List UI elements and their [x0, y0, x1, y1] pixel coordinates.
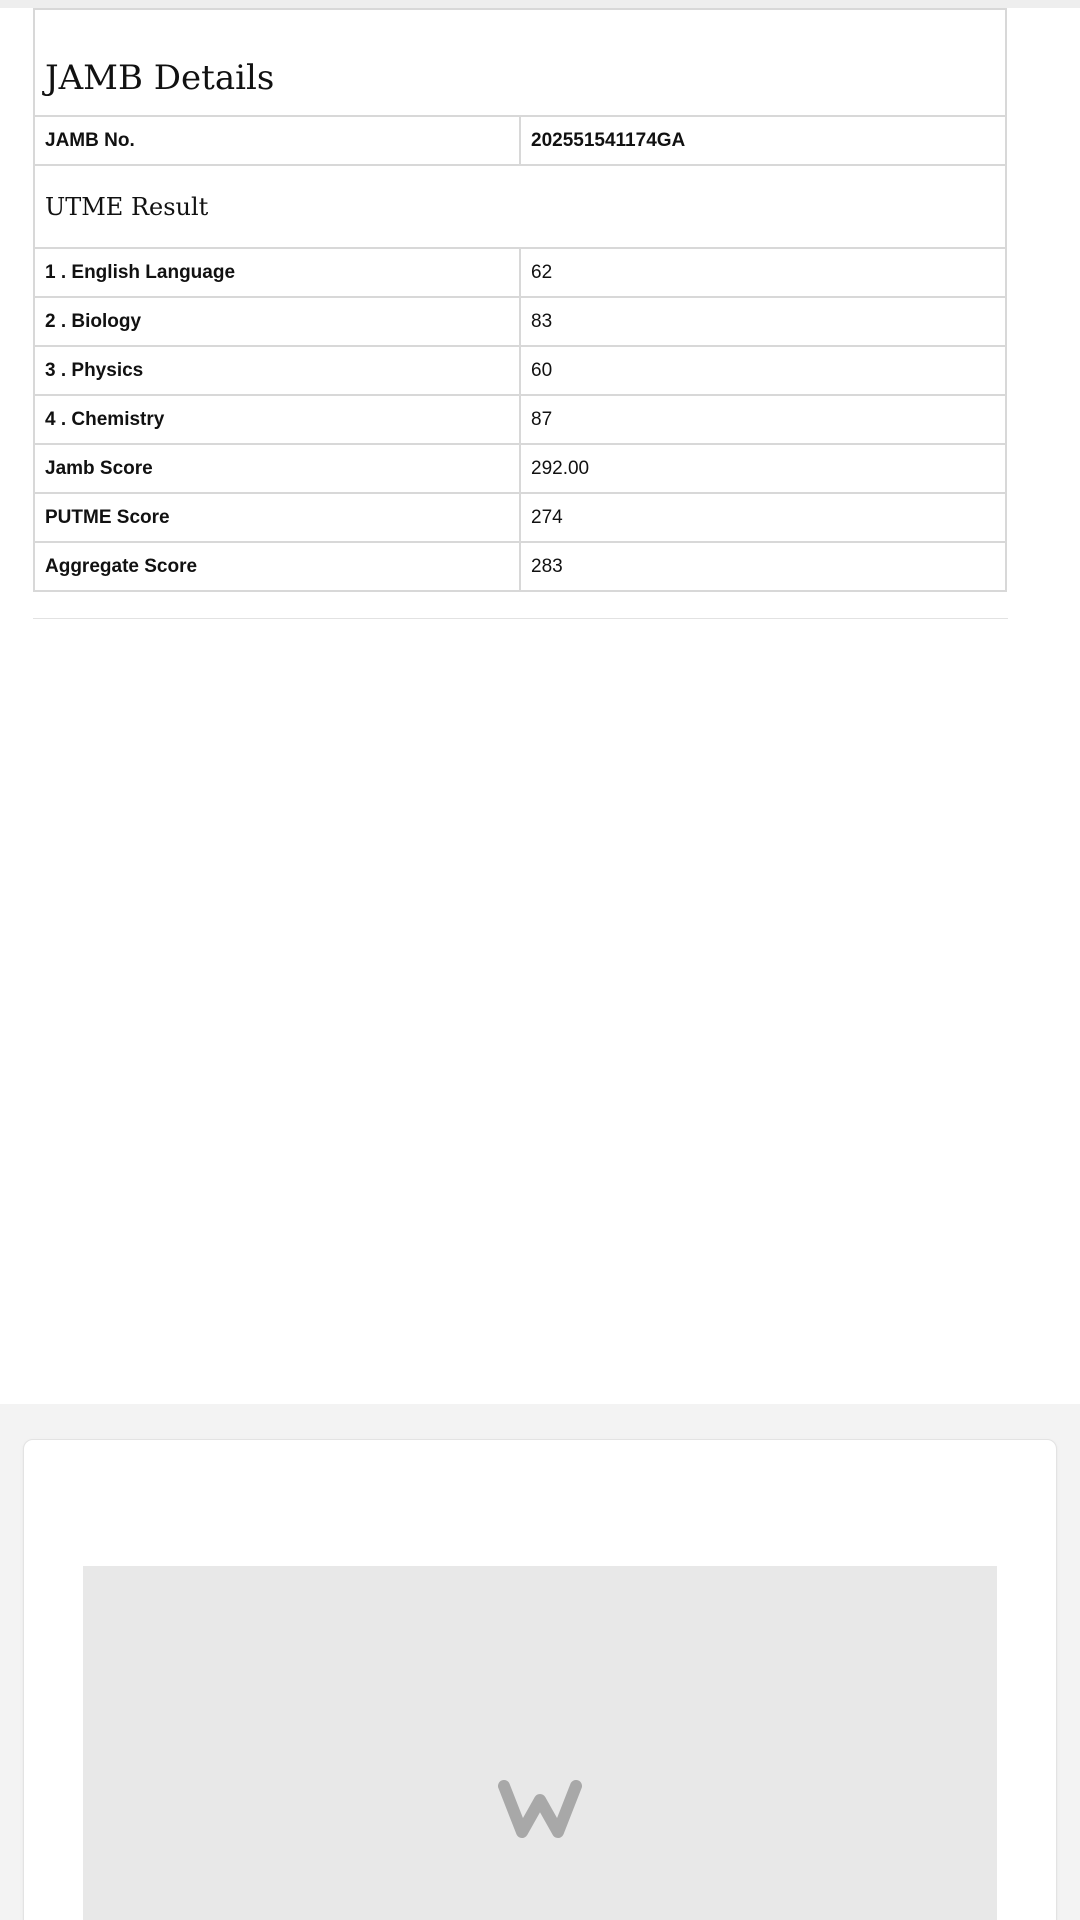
jamb-details-title: JAMB Details	[34, 9, 1006, 116]
jamb-number-value: 202551541174GA	[520, 116, 1006, 165]
putme-score-label: PUTME Score	[34, 493, 520, 542]
jamb-score-row	[34, 444, 1006, 493]
subject-row-physics	[34, 346, 1006, 395]
subject-label: 4 . Chemistry	[34, 395, 520, 444]
subject-label: 3 . Physics	[34, 346, 520, 395]
aggregate-score-value: 283	[520, 542, 1006, 591]
aggregate-score-label: Aggregate Score	[34, 542, 520, 591]
wps-logo-icon	[498, 1780, 582, 1840]
top-strip	[0, 0, 1080, 8]
subject-row-english	[34, 248, 1006, 297]
jamb-number-row	[34, 116, 1006, 165]
subject-score: 60	[520, 346, 1006, 395]
subject-score: 87	[520, 395, 1006, 444]
jamb-score-label: Jamb Score	[34, 444, 520, 493]
subject-row-chemistry	[34, 395, 1006, 444]
section-divider	[33, 618, 1008, 619]
putme-score-row	[34, 493, 1006, 542]
subject-row-biology	[34, 297, 1006, 346]
ad-placeholder-image[interactable]	[83, 1566, 997, 1920]
jamb-number-label: JAMB No.	[34, 116, 520, 165]
subject-label: 1 . English Language	[34, 248, 520, 297]
utme-result-title: UTME Result	[34, 165, 1006, 248]
subject-label: 2 . Biology	[34, 297, 520, 346]
aggregate-score-row	[34, 542, 1006, 591]
subject-score: 62	[520, 248, 1006, 297]
jamb-score-value: 292.00	[520, 444, 1006, 493]
jamb-details-table	[33, 8, 1007, 592]
jamb-details-title-row	[34, 9, 1006, 116]
subject-score: 83	[520, 297, 1006, 346]
putme-score-value: 274	[520, 493, 1006, 542]
utme-result-title-row	[34, 165, 1006, 248]
